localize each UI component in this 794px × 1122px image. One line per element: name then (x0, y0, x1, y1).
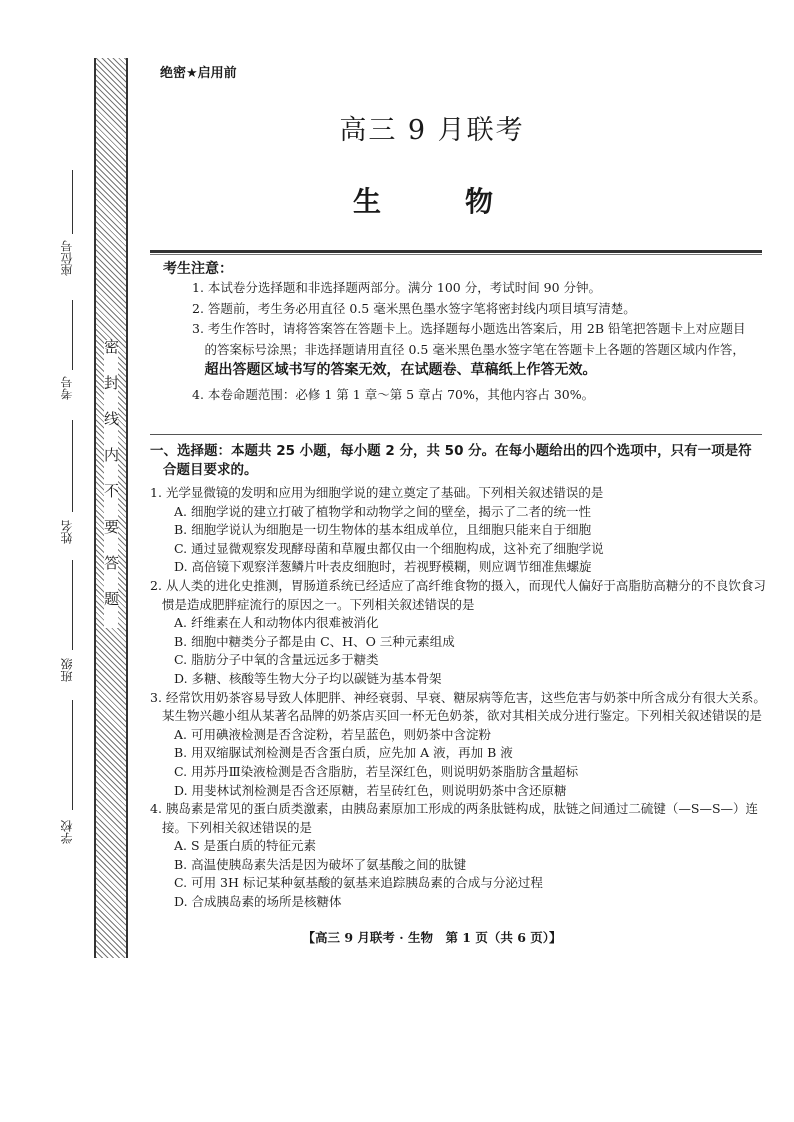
notice-item: 4. 本卷命题范围：必修 1 第 1 章～第 5 章占 70%，其他内容占 30%。 (192, 386, 595, 402)
notice-item: 2. 答题前，考生务必用直径 0.5 毫米黑色墨水签字笔将密封线内项目填写清楚。 (192, 300, 636, 316)
exam-title: 高三 9 月联考 (339, 115, 525, 146)
binding-char: 要 (104, 518, 120, 536)
field-id-line[interactable] (72, 300, 73, 370)
question-option: C. 可用 3H 标记某种氨基酸的氨基来追踪胰岛素的合成与分泌过程 (174, 875, 543, 891)
section-heading-line: 一、选择题：本题共 25 小题，每小题 2 分，共 50 分。在每小题给出的四个选项中，只有一项是符 (150, 443, 752, 459)
field-id-label: 考号 (60, 376, 74, 400)
divider (150, 434, 762, 435)
question-stem: 1. 光学显微镜的发明和应用为细胞学说的建立奠定了基础。下列相关叙述错误的是 (150, 485, 604, 500)
divider (150, 250, 762, 253)
question-stem: 3. 经常饮用奶茶容易导致人体肥胖、神经衰弱、早衰、糖尿病等危害，这些危害与奶茶中所含成分有很大关系。某生物兴趣小组从某著名品牌的奶茶店买回一杯无色奶茶，欲对其相关成分进行鉴定。下列相关叙述错误的是 (150, 689, 766, 724)
question (150, 689, 770, 801)
question-option: C. 用苏丹Ⅲ染液检测是否含脂肪，若呈深红色，则说明奶茶脂肪含量超标 (174, 763, 579, 779)
binding-char: 不 (104, 482, 120, 500)
question-option: D. 用斐林试剂检测是否含还原糖，若呈砖红色，则说明奶茶中含还原糖 (174, 782, 567, 798)
binding-char: 封 (104, 374, 120, 392)
field-school-label: 学校 (60, 820, 74, 844)
question-option: C. 通过显微观察发现酵母菌和草履虫都仅由一个细胞构成，这补充了细胞学说 (174, 540, 604, 556)
question-option: D. 多糖、核酸等生物大分子均以碳链为基本骨架 (174, 670, 442, 686)
notice-item: 1. 本试卷分选择题和非选择题两部分。满分 100 分，考试时间 90 分钟。 (192, 280, 602, 295)
question-option: A. 纤维素在人和动物体内很难被消化 (174, 615, 379, 631)
question-option: D. 合成胰岛素的场所是核糖体 (174, 894, 342, 910)
section-heading-line: 合题目要求的。 (163, 462, 258, 478)
question (150, 800, 770, 912)
question-list (150, 484, 770, 912)
question-option: D. 高倍镜下观察洋葱鳞片叶表皮细胞时，若视野模糊，则应调节细准焦螺旋 (174, 559, 592, 575)
notice-emphasis: 超出答题区域书写的答案无效，在试题卷、草稿纸上作答无效。 (204, 362, 597, 378)
notice-item-text: 3. 考生作答时，请将答案答在答题卡上。选择题每小题选出答案后，用 2B 铅笔把答题卡上对应题目的答案标号涂黑；非选择题请用直径 0.5 毫米黑色墨水签字笔在答题卡上各题的答题区域内作答， (192, 321, 746, 357)
binding-char: 密 (104, 338, 120, 356)
question-option: A. 细胞学说的建立打破了植物学和动物学之间的壁垒，揭示了二者的统一性 (174, 503, 591, 519)
question (150, 484, 770, 577)
question-option: B. 用双缩脲试剂检测是否含蛋白质，应先加 A 液，再加 B 液 (174, 745, 513, 761)
section-heading (150, 442, 770, 480)
notice-item (192, 319, 752, 381)
binding-char: 答 (104, 554, 120, 572)
binding-char: 内 (104, 446, 120, 464)
divider (150, 254, 762, 255)
question-stem: 4. 胰岛素是常见的蛋白质类激素，由胰岛素原加工形成的两条肽链构成，肽链之间通过二硫键（—S—S—）连接。下列相关叙述错误的是 (150, 801, 759, 835)
subject-title: 生 物 (352, 185, 521, 218)
question-option: B. 高温使胰岛素失活是因为破坏了氨基酸之间的肽键 (174, 856, 467, 872)
field-school-line[interactable] (72, 700, 73, 810)
question-option: B. 细胞中糖类分子都是由 C、H、O 三种元素组成 (174, 633, 455, 649)
notice-heading: 考生注意： (163, 261, 233, 277)
field-class-label: 班级 (60, 658, 74, 682)
binding-char: 题 (104, 590, 120, 608)
question (150, 577, 770, 689)
field-seat-label: 座位号 (60, 240, 74, 276)
notice-list (192, 278, 752, 405)
question-stem: 2. 从人类的进化史推测，胃肠道系统已经适应了高纤维食物的摄入，而现代人偏好于高脂肪高糖分的不良饮食习惯是造成肥胖症流行的原因之一。下列相关叙述错误的是 (150, 577, 766, 612)
question-option: C. 脂肪分子中氧的含量远远多于糖类 (174, 652, 379, 668)
binding-warning (104, 340, 118, 628)
field-class-line[interactable] (72, 560, 73, 650)
binding-char: 线 (104, 410, 120, 428)
confidential-mark: 绝密★启用前 (160, 66, 237, 81)
page-footer: 【高三 9 月联考 · 生物 第 1 页（共 6 页）】 (302, 930, 562, 945)
question-option: A. 可用碘液检测是否含淀粉，若呈蓝色，则奶茶中含淀粉 (174, 726, 491, 742)
field-name-label: 姓名 (60, 520, 74, 544)
question-option: A. S 是蛋白质的特征元素 (174, 838, 317, 854)
question-option: B. 细胞学说认为细胞是一切生物体的基本组成单位，且细胞只能来自于细胞 (174, 522, 592, 538)
field-name-line[interactable] (72, 420, 73, 512)
